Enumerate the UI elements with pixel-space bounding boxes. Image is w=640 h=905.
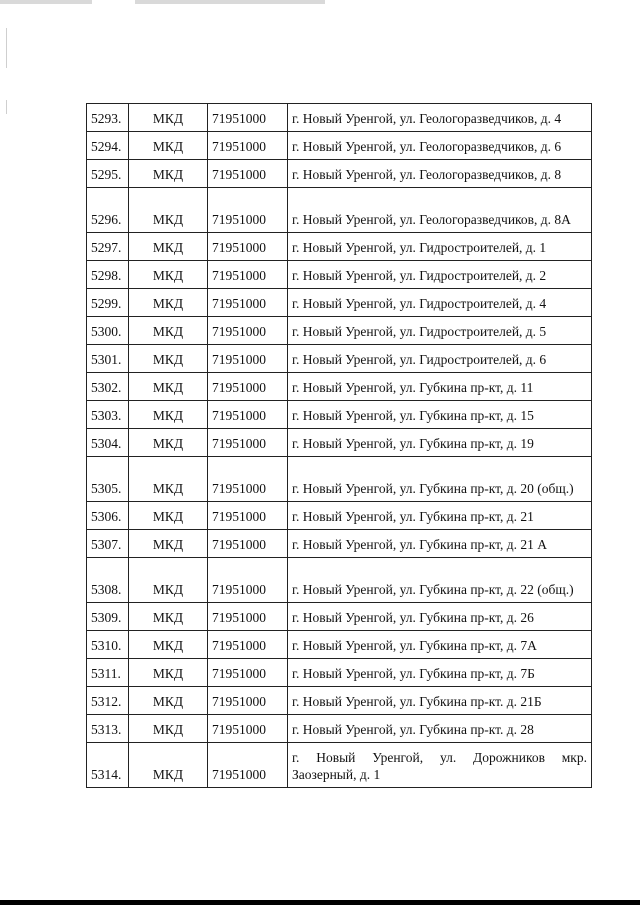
table-row xyxy=(87,429,592,457)
building-address: г. Новый Уренгой, ул. Геологоразведчиков, д. 4 xyxy=(288,104,592,132)
building-address: г. Новый Уренгой, ул. Геологоразведчиков, д. 6 xyxy=(288,132,592,160)
building-type: МКД xyxy=(129,317,208,345)
oktmo-code: 71951000 xyxy=(208,530,288,558)
row-number: 5312. xyxy=(87,687,129,715)
building-address: г. Новый Уренгой, ул. Губкина пр-кт, д. 26 xyxy=(288,603,592,631)
row-number: 5310. xyxy=(87,631,129,659)
oktmo-code: 71951000 xyxy=(208,603,288,631)
oktmo-code: 71951000 xyxy=(208,104,288,132)
building-type: МКД xyxy=(129,558,208,603)
building-type: МКД xyxy=(129,289,208,317)
row-number: 5313. xyxy=(87,715,129,743)
building-address: г. Новый Уренгой, ул. Губкина пр-кт, д. 19 xyxy=(288,429,592,457)
building-type: МКД xyxy=(129,530,208,558)
table-row xyxy=(87,261,592,289)
building-address: г. Новый Уренгой, ул. Гидростроителей, д. 5 xyxy=(288,317,592,345)
table-row xyxy=(87,502,592,530)
building-type: МКД xyxy=(129,233,208,261)
table-row xyxy=(87,233,592,261)
building-address: г. Новый Уренгой, ул. Гидростроителей, д. 6 xyxy=(288,345,592,373)
building-type: МКД xyxy=(129,743,208,788)
oktmo-code: 71951000 xyxy=(208,687,288,715)
oktmo-code: 71951000 xyxy=(208,261,288,289)
building-type: МКД xyxy=(129,160,208,188)
building-type: МКД xyxy=(129,104,208,132)
building-address: г. Новый Уренгой, ул. Губкина пр-кт, д. 20 (общ.) xyxy=(288,457,592,502)
oktmo-code: 71951000 xyxy=(208,743,288,788)
scan-artifact-top-left xyxy=(0,0,92,4)
table-row xyxy=(87,659,592,687)
row-number: 5295. xyxy=(87,160,129,188)
row-number: 5306. xyxy=(87,502,129,530)
building-type: МКД xyxy=(129,715,208,743)
building-type: МКД xyxy=(129,502,208,530)
oktmo-code: 71951000 xyxy=(208,558,288,603)
table-row xyxy=(87,631,592,659)
building-address: г. Новый Уренгой, ул. Губкина пр-кт, д. 11 xyxy=(288,373,592,401)
row-number: 5311. xyxy=(87,659,129,687)
table-row xyxy=(87,160,592,188)
building-address: г. Новый Уренгой, ул. Губкина пр-кт. д. 21Б xyxy=(288,687,592,715)
table-row xyxy=(87,401,592,429)
oktmo-code: 71951000 xyxy=(208,429,288,457)
table-row xyxy=(87,132,592,160)
building-address: г. Новый Уренгой, ул. Дорожников мкр. Заозерный, д. 1 xyxy=(288,743,592,788)
table-row xyxy=(87,289,592,317)
row-number: 5293. xyxy=(87,104,129,132)
row-number: 5300. xyxy=(87,317,129,345)
oktmo-code: 71951000 xyxy=(208,160,288,188)
building-address: г. Новый Уренгой, ул. Губкина пр-кт, д. 22 (общ.) xyxy=(288,558,592,603)
table-row xyxy=(87,457,592,502)
building-address: г. Новый Уренгой, ул. Губкина пр-кт, д. 7Б xyxy=(288,659,592,687)
building-address: г. Новый Уренгой, ул. Губкина пр-кт, д. 21 xyxy=(288,502,592,530)
table-row xyxy=(87,317,592,345)
oktmo-code: 71951000 xyxy=(208,659,288,687)
building-type: МКД xyxy=(129,659,208,687)
row-number: 5296. xyxy=(87,188,129,233)
oktmo-code: 71951000 xyxy=(208,233,288,261)
row-number: 5309. xyxy=(87,603,129,631)
building-address: г. Новый Уренгой, ул. Геологоразведчиков, д. 8А xyxy=(288,188,592,233)
building-address: г. Новый Уренгой, ул. Губкина пр-кт, д. 15 xyxy=(288,401,592,429)
oktmo-code: 71951000 xyxy=(208,502,288,530)
building-type: МКД xyxy=(129,457,208,502)
scan-artifact-margin-dot xyxy=(6,100,7,114)
building-type: МКД xyxy=(129,687,208,715)
table-row xyxy=(87,373,592,401)
oktmo-code: 71951000 xyxy=(208,401,288,429)
oktmo-code: 71951000 xyxy=(208,317,288,345)
row-number: 5314. xyxy=(87,743,129,788)
row-number: 5303. xyxy=(87,401,129,429)
table-row xyxy=(87,687,592,715)
building-address: г. Новый Уренгой, ул. Губкина пр-кт, д. 7А xyxy=(288,631,592,659)
table-row xyxy=(87,530,592,558)
building-address: г. Новый Уренгой, ул. Губкина пр-кт, д. 21 А xyxy=(288,530,592,558)
row-number: 5302. xyxy=(87,373,129,401)
building-address: г. Новый Уренгой, ул. Гидростроителей, д. 1 xyxy=(288,233,592,261)
building-type: МКД xyxy=(129,188,208,233)
table-row xyxy=(87,104,592,132)
table-row xyxy=(87,743,592,788)
building-type: МКД xyxy=(129,401,208,429)
row-number: 5294. xyxy=(87,132,129,160)
row-number: 5301. xyxy=(87,345,129,373)
building-address: г. Новый Уренгой, ул. Гидростроителей, д. 4 xyxy=(288,289,592,317)
table-row xyxy=(87,715,592,743)
scan-artifact-top-right xyxy=(135,0,325,4)
oktmo-code: 71951000 xyxy=(208,345,288,373)
building-address: г. Новый Уренгой, ул. Губкина пр-кт. д. 28 xyxy=(288,715,592,743)
table-row xyxy=(87,558,592,603)
row-number: 5298. xyxy=(87,261,129,289)
oktmo-code: 71951000 xyxy=(208,457,288,502)
building-type: МКД xyxy=(129,345,208,373)
oktmo-code: 71951000 xyxy=(208,715,288,743)
building-type: МКД xyxy=(129,373,208,401)
scan-bottom-edge xyxy=(0,900,640,905)
building-type: МКД xyxy=(129,132,208,160)
building-type: МКД xyxy=(129,603,208,631)
row-number: 5308. xyxy=(87,558,129,603)
building-type: МКД xyxy=(129,429,208,457)
table-row xyxy=(87,345,592,373)
row-number: 5307. xyxy=(87,530,129,558)
row-number: 5304. xyxy=(87,429,129,457)
oktmo-code: 71951000 xyxy=(208,188,288,233)
building-type: МКД xyxy=(129,631,208,659)
row-number: 5297. xyxy=(87,233,129,261)
oktmo-code: 71951000 xyxy=(208,132,288,160)
building-type: МКД xyxy=(129,261,208,289)
table-row xyxy=(87,603,592,631)
building-address: г. Новый Уренгой, ул. Геологоразведчиков, д. 8 xyxy=(288,160,592,188)
oktmo-code: 71951000 xyxy=(208,631,288,659)
building-address: г. Новый Уренгой, ул. Гидростроителей, д. 2 xyxy=(288,261,592,289)
row-number: 5305. xyxy=(87,457,129,502)
housing-registry-table xyxy=(86,103,592,788)
row-number: 5299. xyxy=(87,289,129,317)
scan-artifact-margin-line xyxy=(6,28,7,68)
table-row xyxy=(87,188,592,233)
oktmo-code: 71951000 xyxy=(208,373,288,401)
oktmo-code: 71951000 xyxy=(208,289,288,317)
